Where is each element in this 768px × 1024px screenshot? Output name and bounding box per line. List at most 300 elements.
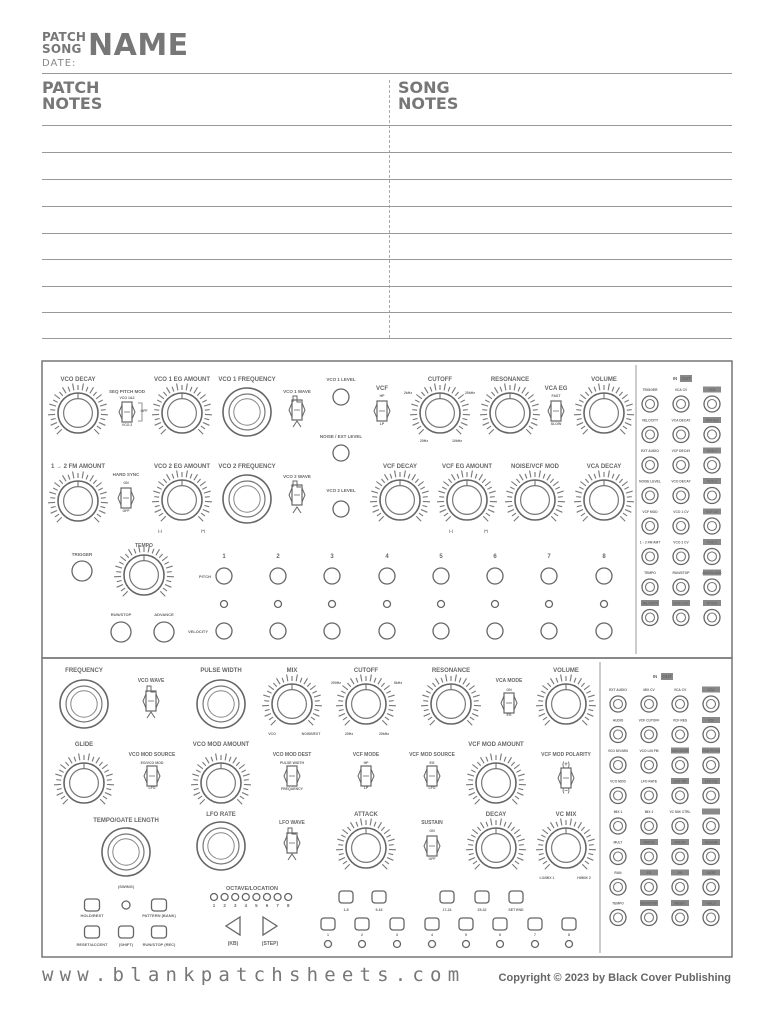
knob-tick (361, 674, 362, 681)
knob-tick (106, 774, 113, 776)
key-led-8 (566, 941, 573, 948)
switch2-vco-wave[interactable] (143, 691, 159, 711)
pitch-knob-1[interactable] (216, 568, 232, 584)
knob-tick (216, 753, 217, 760)
jack-label: VC MIX CTRL (669, 810, 691, 814)
pitch-knob-7[interactable] (541, 568, 557, 584)
velocity-knob-1[interactable] (216, 623, 232, 639)
patch-jack[interactable] (610, 879, 626, 895)
patch-jack[interactable] (672, 910, 688, 926)
patch-jack[interactable] (703, 757, 719, 773)
knob-tick (374, 678, 376, 683)
patch-jack[interactable] (641, 727, 657, 743)
key-led-6 (497, 941, 504, 948)
noise-ext-level-knob[interactable] (333, 445, 349, 461)
step-key-7[interactable] (528, 918, 542, 930)
knob-tick (307, 683, 310, 687)
patch-jack[interactable] (610, 757, 626, 773)
knob-tick (385, 861, 389, 864)
knob-tick (343, 861, 347, 864)
knob-tick (612, 474, 614, 479)
patchbay2-in-tab: IN (652, 674, 658, 679)
knob-tick (467, 720, 472, 725)
key-led-1 (325, 941, 332, 948)
label2-eg-vco-mod: EG/VCO MOD (140, 761, 164, 765)
switch2-vcf-mod-polarity[interactable] (558, 768, 574, 788)
switch2-vca-mode[interactable] (501, 693, 517, 713)
knob-tick (468, 780, 473, 781)
knob-tick (51, 510, 57, 513)
knob-vco-decay[interactable] (48, 383, 108, 434)
knob2-pulse-width[interactable] (197, 680, 245, 728)
knob-tick (361, 818, 362, 825)
knob2-decay[interactable] (466, 818, 526, 869)
octave-number: 4 (244, 903, 248, 908)
jack-label: VCO 2 (707, 479, 717, 484)
patch-jack[interactable] (704, 549, 720, 565)
patch-jack[interactable] (704, 488, 720, 504)
label2-btn-25-32: 25-32 (477, 908, 487, 912)
knob-tick (489, 491, 496, 493)
knob-tick (177, 383, 178, 390)
vco1-level-knob[interactable] (333, 389, 349, 405)
label-cutoff-2k: 2kHz (403, 391, 413, 395)
knob-tick (186, 470, 187, 477)
jack-ring (673, 427, 689, 443)
patch-jack[interactable] (642, 579, 658, 595)
knob-tick (101, 498, 106, 499)
pitch-knob-4[interactable] (379, 568, 395, 584)
bank-button-5[interactable] (509, 891, 523, 903)
patch-jack[interactable] (673, 396, 689, 412)
patch-jack[interactable] (642, 488, 658, 504)
label2-volume: VOLUME (553, 668, 579, 674)
knob-tick (197, 392, 200, 396)
knob-tick (582, 720, 587, 725)
knob-tick (233, 757, 237, 763)
knob-resonance[interactable] (480, 383, 540, 434)
bank-button-2[interactable] (372, 891, 386, 903)
jack-ring (703, 910, 719, 926)
label2-vca-mode: VCA MODE (495, 678, 523, 684)
velocity-knob-7[interactable] (541, 623, 557, 639)
knob-tick (158, 394, 164, 398)
switch2-vcf-mod-source[interactable] (424, 766, 440, 786)
switch-vco2-wave[interactable] (289, 485, 305, 505)
patch-jack[interactable] (703, 910, 719, 926)
knob-vca-decay[interactable] (574, 470, 634, 521)
label-vco2-eg-amount: VCO 2 EG AMOUNT (153, 464, 211, 470)
knob-tick (155, 506, 160, 507)
knob-tick (516, 770, 520, 772)
footer-url[interactable]: www.blankpatchsheets.com (42, 964, 466, 986)
knob-tick (387, 857, 393, 860)
knob-tick (103, 796, 107, 799)
knob-tick (587, 857, 593, 860)
switch2-vco-mod-dest[interactable] (284, 766, 300, 786)
bank-button-3[interactable] (440, 891, 454, 903)
label-vco2-eg-plus: (+) (200, 529, 206, 533)
knob-tick (441, 678, 443, 683)
patch-jack[interactable] (673, 518, 689, 534)
knob2-vcf-mod-amount[interactable] (466, 753, 526, 804)
label2-pulse-width: PULSE WIDTH (200, 668, 242, 674)
step-key-3[interactable] (390, 918, 404, 930)
label2-frequency: FREQUENCY (65, 668, 103, 674)
knob-vco2-frequency[interactable] (223, 475, 271, 523)
knob-tick (599, 383, 600, 390)
knob-tick (500, 387, 502, 392)
knob-tick (63, 799, 68, 804)
patch-jack[interactable] (672, 727, 688, 743)
knob-tick (386, 691, 390, 693)
knob-tick (421, 509, 427, 512)
patch-jack[interactable] (704, 579, 720, 595)
patch-jack[interactable] (641, 788, 657, 804)
label2-vcf-src-lfo: LFO (428, 786, 436, 790)
knob-tick (481, 404, 488, 406)
jack-label: LFO TRI (673, 779, 687, 784)
knob-tick (384, 474, 388, 480)
patch-jack[interactable] (704, 396, 720, 412)
jack-ring (642, 579, 658, 595)
knob-tick (587, 713, 593, 716)
knob-tick (120, 556, 126, 560)
knob-tick (385, 717, 389, 720)
knob-tempo[interactable] (114, 545, 174, 596)
jack-ring (642, 549, 658, 565)
switch2-sustain[interactable] (424, 836, 440, 856)
step-key-2[interactable] (355, 918, 369, 930)
knob2-resonance[interactable] (421, 674, 481, 725)
patch-jack[interactable] (672, 788, 688, 804)
patch-jack[interactable] (673, 457, 689, 473)
knob-tick (474, 701, 479, 702)
run-stop-rec-button[interactable] (152, 926, 167, 938)
knob-tick (201, 426, 205, 429)
knob-tick (167, 572, 172, 573)
label-hard-sync: HARD SYNC (112, 472, 140, 477)
knob2-vc-mix[interactable] (536, 818, 596, 869)
patch-jack[interactable] (672, 849, 688, 865)
knob-tick (462, 470, 463, 477)
patch-jack[interactable] (704, 457, 720, 473)
label2-dest-pw: PULSE WIDTH (279, 761, 305, 765)
pitch-knob-8[interactable] (596, 568, 612, 584)
patch-jack[interactable] (703, 818, 719, 834)
switch2-lfo-wave[interactable] (284, 833, 300, 853)
knob-tick (417, 426, 421, 429)
knob-tick (608, 383, 609, 390)
patch-jack[interactable] (703, 788, 719, 804)
patch-jack[interactable] (642, 396, 658, 412)
knob-tick (578, 678, 582, 684)
reset-accent-button[interactable] (85, 926, 100, 938)
step-key-5[interactable] (459, 918, 473, 930)
patch-jack[interactable] (641, 696, 657, 712)
knob-tick (531, 422, 537, 425)
knob-tick (190, 387, 192, 392)
patch-jack[interactable] (642, 518, 658, 534)
knob-tick (583, 429, 588, 434)
knob-tick (374, 822, 376, 827)
label2-vc-mix: VC MIX (555, 812, 577, 818)
knob2-mix[interactable] (262, 674, 322, 725)
knob-tick (375, 487, 379, 489)
knob-tick (512, 513, 516, 516)
patch-jack[interactable] (673, 610, 689, 626)
knob-tick (347, 827, 350, 831)
pitch-knob-5[interactable] (433, 568, 449, 584)
step-led-2 (275, 601, 282, 608)
jack-ring (641, 757, 657, 773)
label2-vcf-src-eg: EG (429, 761, 435, 765)
knob-tick (577, 509, 583, 512)
jack-label: VCF (707, 718, 715, 723)
knob-vcf-decay[interactable] (370, 470, 430, 521)
step-led-1 (221, 601, 228, 608)
knob-tick (350, 678, 354, 684)
knob-tick (482, 410, 487, 411)
knob-tick (483, 419, 488, 420)
patch-jack[interactable] (641, 910, 657, 926)
knob2-volume[interactable] (536, 674, 596, 725)
patch-jack[interactable] (641, 879, 657, 895)
velocity-knob-3[interactable] (324, 623, 340, 639)
bank-button-1[interactable] (339, 891, 353, 903)
knob-tick (430, 720, 435, 725)
patch-jack[interactable] (642, 610, 658, 626)
knob-tick (426, 691, 430, 693)
label2-kb: (KB) (227, 941, 239, 947)
knob-tick (545, 864, 550, 869)
knob-tick (584, 829, 590, 833)
pattern-bank-button[interactable] (152, 899, 167, 911)
pitch-knob-6[interactable] (487, 568, 503, 584)
knob-tick (556, 509, 562, 512)
step-arrow-button[interactable] (263, 917, 277, 935)
knob2-cutoff[interactable] (336, 674, 396, 725)
pitch-knob-2[interactable] (270, 568, 286, 584)
patch-jack[interactable] (610, 849, 626, 865)
jack-label: NOISE LEVEL (639, 479, 661, 484)
knob-tick (489, 506, 494, 507)
knob-tick (53, 488, 57, 490)
knob-tick (616, 387, 620, 393)
knob-tick (154, 497, 159, 498)
knob-tick (57, 517, 62, 522)
pitch-knob-3[interactable] (324, 568, 340, 584)
knob-tick (588, 839, 595, 841)
knob-tick (105, 792, 111, 795)
knob-tick (556, 822, 558, 827)
trigger-button[interactable] (72, 561, 92, 581)
knob-tick (51, 419, 56, 420)
knob2-vco-mod-amount[interactable] (191, 753, 251, 804)
jack-label: LFO RATE (640, 779, 658, 784)
knob-tick (463, 678, 467, 684)
knob-tick (159, 554, 162, 558)
jack-ring (610, 818, 626, 834)
knob-tick (491, 753, 492, 760)
knob-tick (193, 780, 198, 781)
label-vcf-eg-minus: (–) (448, 529, 454, 533)
knob-tick (576, 497, 581, 498)
hold-rest-button[interactable] (85, 899, 100, 911)
jack-ring (642, 457, 658, 473)
knob-tick (50, 498, 55, 499)
knob2-frequency[interactable] (60, 680, 108, 728)
knob2-lfo-rate[interactable] (197, 822, 245, 870)
knob-cutoff[interactable] (410, 383, 470, 434)
knob-vco1-eg-amount[interactable] (152, 383, 212, 434)
knob-tick (244, 780, 249, 781)
patch-jack[interactable] (672, 757, 688, 773)
knob-tick (575, 491, 582, 493)
jack-label: VCO PITCH (702, 749, 720, 753)
patch-jack[interactable] (610, 818, 626, 834)
patch-jack[interactable] (610, 910, 626, 926)
knob-tick (620, 516, 625, 521)
patch-jack[interactable] (703, 727, 719, 743)
patch-jack[interactable] (673, 488, 689, 504)
velocity-knob-5[interactable] (433, 623, 449, 639)
switch2-vco-mod-source[interactable] (144, 766, 160, 786)
knob-vcf-eg-amount[interactable] (437, 470, 497, 521)
knob-tick (57, 429, 62, 434)
jack-label: ASSIGN (704, 840, 718, 845)
vco2-level-knob[interactable] (333, 501, 349, 517)
knob-tick (356, 678, 358, 683)
switch-vco1-wave[interactable] (289, 400, 305, 420)
label2-sustain: SUSTAIN (421, 820, 443, 826)
run-stop-button[interactable] (111, 622, 131, 642)
switch-hard-sync[interactable] (118, 488, 134, 508)
knob-tick (381, 683, 384, 687)
patch-jack[interactable] (610, 788, 626, 804)
knob-tick (504, 822, 506, 827)
velocity-knob-6[interactable] (487, 623, 503, 639)
label2-swing: (SWING) (117, 884, 135, 889)
velocity-knob-4[interactable] (379, 623, 395, 639)
patch-jack[interactable] (703, 696, 719, 712)
jack-label: VCA (707, 688, 715, 692)
knob-tick (448, 479, 451, 483)
patch-jack[interactable] (673, 427, 689, 443)
patch-jack[interactable] (641, 849, 657, 865)
patch-jack[interactable] (642, 427, 658, 443)
knob-noise-vcf-mod[interactable] (505, 470, 565, 521)
knob-tick (463, 410, 468, 411)
switch-vcf-mode[interactable] (374, 401, 390, 421)
knob-tick (395, 470, 396, 477)
jack-label: VCO GATE (671, 749, 689, 753)
step-key-1[interactable] (321, 918, 335, 930)
knob-tick (537, 695, 544, 697)
knob-tick (159, 426, 163, 429)
jack-label: RESET (674, 901, 686, 906)
patch-jack[interactable] (641, 757, 657, 773)
knob2-glide[interactable] (54, 753, 114, 804)
velocity-knob-2[interactable] (270, 623, 286, 639)
label2-attack: ATTACK (354, 812, 378, 818)
patch-jack[interactable] (641, 818, 657, 834)
octave-number: 5 (255, 903, 258, 908)
bank-button-4[interactable] (475, 891, 489, 903)
patch-jack[interactable] (610, 696, 626, 712)
knob-tick (585, 392, 588, 396)
patch-jack[interactable] (704, 427, 720, 443)
knob-tick (314, 695, 321, 697)
knob2-tempo-gate[interactable] (102, 828, 150, 876)
label-vcf: VCF (376, 386, 388, 392)
knob-vco2-eg-amount[interactable] (152, 470, 212, 521)
knob-tick (514, 764, 520, 768)
triangle-wave-icon (293, 421, 301, 427)
knob-tick (74, 757, 76, 762)
knob-vco1-frequency[interactable] (223, 388, 271, 436)
knob-tick (422, 491, 429, 493)
patch-jack[interactable] (673, 579, 689, 595)
step-key-8[interactable] (562, 918, 576, 930)
knob-volume[interactable] (574, 383, 634, 434)
label2-cutoff-20: 20Hz (344, 732, 354, 736)
patch-jack[interactable] (672, 879, 688, 895)
knob-tick (612, 387, 614, 392)
knob-tick (469, 792, 475, 795)
patch-jack[interactable] (610, 727, 626, 743)
step-key-6[interactable] (493, 918, 507, 930)
step-key-4[interactable] (425, 918, 439, 930)
switch-vca-eg[interactable] (548, 401, 564, 421)
knob-tick (506, 491, 513, 493)
patch-jack[interactable] (704, 518, 720, 534)
knob-tick (315, 701, 320, 702)
knob-tick (413, 422, 419, 425)
patch-jack[interactable] (703, 849, 719, 865)
advance-button[interactable] (154, 622, 174, 642)
label2-vcf-mod-polarity: VCF MOD POLARITY (541, 752, 591, 758)
knob-tick (575, 404, 582, 406)
knob-tick (485, 481, 491, 485)
knob-tick (413, 419, 418, 420)
knob-tick (382, 720, 387, 725)
knob-tick (387, 713, 393, 716)
patch-jack[interactable] (672, 696, 688, 712)
key-number: 7 (534, 933, 536, 937)
knob-tick (204, 419, 209, 420)
kb-arrow-button[interactable] (226, 917, 240, 935)
knob2-attack[interactable] (336, 818, 396, 869)
patch-jack[interactable] (672, 818, 688, 834)
velocity-knob-8[interactable] (596, 623, 612, 639)
knob-tick (86, 475, 88, 480)
patch-jack[interactable] (703, 879, 719, 895)
switch2-vcf-mode[interactable] (358, 766, 374, 786)
switch-seq-pitch-mod[interactable] (119, 402, 135, 422)
shift-button[interactable] (119, 926, 134, 938)
label-vco1-frequency: VCO 1 FREQUENCY (218, 377, 276, 383)
knob-tick (384, 829, 390, 833)
knob-fm-amount[interactable] (48, 471, 108, 522)
patch-jack[interactable] (673, 549, 689, 565)
patch-jack[interactable] (704, 610, 720, 626)
patch-jack[interactable] (642, 457, 658, 473)
knob-outer (197, 822, 245, 870)
knob-tick (82, 383, 83, 390)
patch-jack[interactable] (642, 549, 658, 565)
knob-tick (196, 770, 200, 772)
